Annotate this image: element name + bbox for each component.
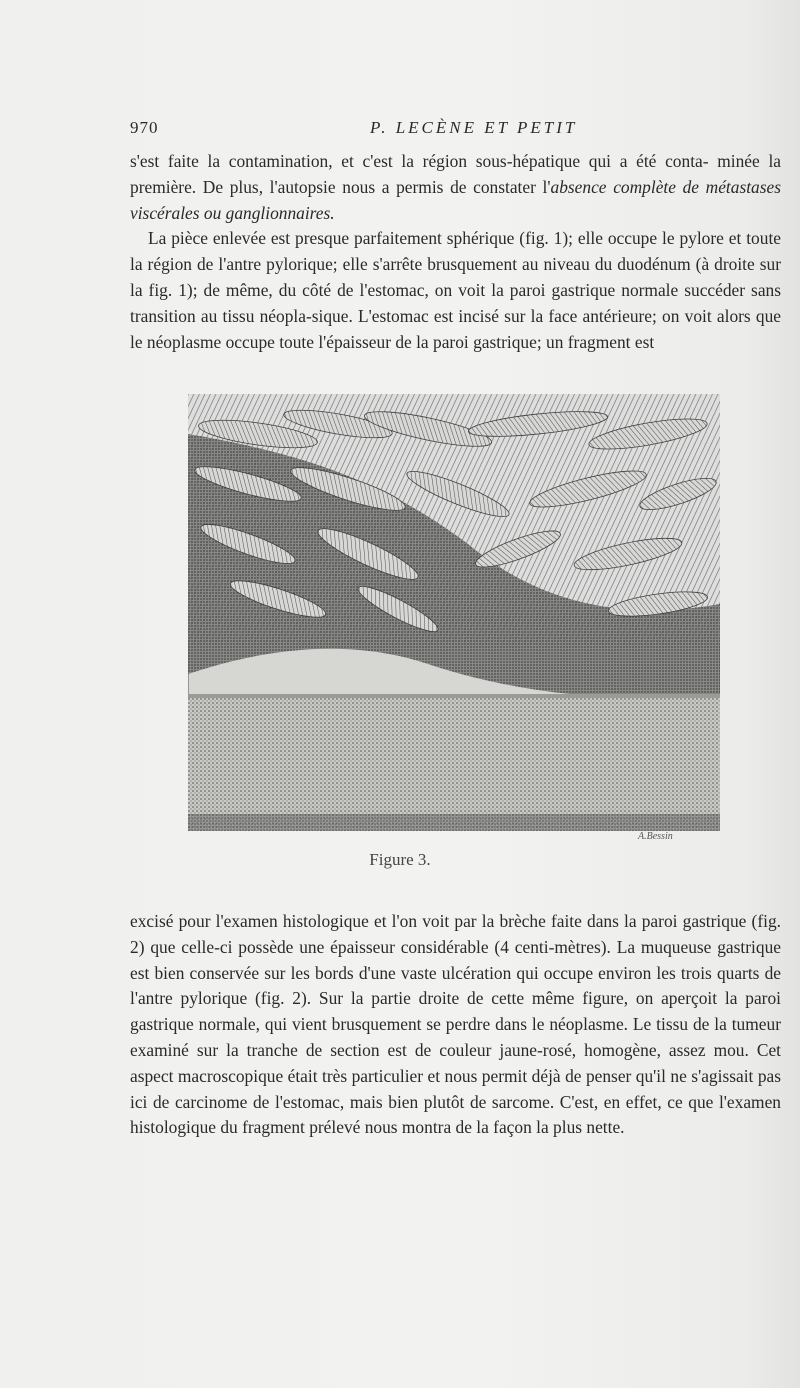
paragraph-specimen: La pièce enlevée est presque parfaitement sphérique (fig. 1); elle occupe le pylore et toute la région de l'antre pylorique; elle s'arrête brusquement au niveau du duodénum (à droite sur la fig. 1); de même, du côté de l'estomac, on voit la paroi gastrique normale succéder sans transition au tissu néopla-sique. L'estomac est incisé sur la face antérieure; on voit alors que le néoplasme occupe toute l'épaisseur de la paroi gastrique; un fragment est [130, 228, 781, 352]
text-line: s'est faite la contamination, et c'est la région sous-hépatique qui a été conta- [130, 151, 709, 171]
running-title: P. LECÈNE ET PETIT [370, 118, 578, 137]
text-line: minée la première. De plus, l'autopsie nous a permis de constater l' [130, 151, 781, 197]
figure-caption: Figure 3. [369, 850, 431, 869]
emphasis-text: complète de métastases viscérales ou ganglionnaires. [130, 176, 782, 223]
illustrator-signature: A.Bessin [638, 831, 673, 842]
paragraph-bottom [130, 909, 781, 1141]
paragraph-histology: excisé pour l'examen histologique et l'on voit par la brèche faite dans la paroi gastrique (fig. 2) que celle-ci possède une épaisseur considérable (4 centi-mètres). La muqueuse gastrique est bien conservée sur les bords d'une vaste ulcération qui occupe environ les trois quarts de l'antre pylorique (fig. 2). Sur la partie droite de cette même figure, on aperçoit la paroi gastrique normale, qui vient brusquement se perdre dans le néoplasme. Le tissu de la tumeur examiné sur la tranche de section est de couleur jaune-rosé, homogène, assez mou. Cet aspect macroscopique était très particulier et nous permit déjà de penser qu'il ne s'agissait pas ici de carcinome de l'estomac, mais bien plutôt de sarcome. C'est, en effet, ce que l'examen histologique du fragment prélevé nous montra de la façon la plus nette. [130, 911, 781, 1138]
page-number: 970 [130, 118, 159, 137]
paragraph-top [130, 149, 781, 355]
histology-figure [188, 394, 720, 831]
paragraph-continued [130, 149, 781, 226]
page-header [130, 118, 770, 142]
histology-illustration [188, 394, 720, 831]
emphasis-text: absence [550, 176, 607, 197]
